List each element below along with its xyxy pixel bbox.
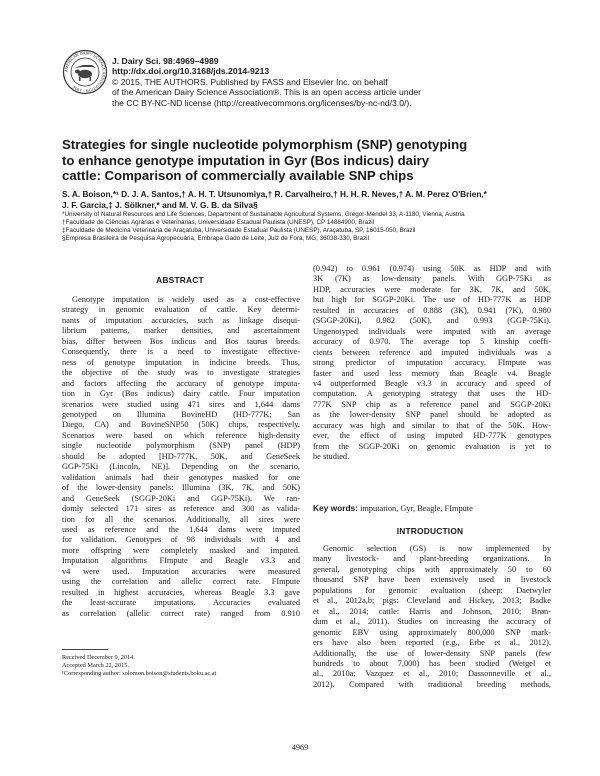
abstract-line: and factors affecting the accuracy of genotype imputa- <box>62 378 300 388</box>
abstract-line: of the lower-density panels: Illumina (3K, 7K, and 50K) <box>62 483 300 493</box>
keywords <box>313 503 551 514</box>
abstract-line: tion for all the scenarios. Additionally, all sires were <box>62 514 300 524</box>
affiliation-line: *University of Natural Resources and Life Sciences, Department of Sustainable Agricultural Systems, Gregor-Mendel 33, A-1180, Vienna, Austria <box>62 211 465 218</box>
abstract-line: Consequently, there is a need to investigate effective- <box>62 347 300 357</box>
abstract-line: Ungenotyped individuals were imputed with an average <box>313 326 551 336</box>
abstract-line: used as reference and the 1,644 dams were imputed <box>62 524 300 534</box>
abstract-line: strong predictor of imputation accuracy. FImpute was <box>313 358 551 368</box>
abstract-line: genotyped on Illumina BovineHD (HD-777K; San <box>62 409 300 419</box>
copyright-line: © 2015, THE AUTHORS. Published by FASS and Elsevier Inc. on behalf <box>112 76 388 87</box>
copyright-line-2: of the American Dairy Science Association®. This is an open access article under <box>112 87 422 98</box>
abstract-line: but high for SGGP-20Ki. The use of HD-777K as HDP <box>313 295 551 305</box>
abstract-line: Diego, CA) and BovineSNP50 (50K) chips, respectively. <box>62 420 300 430</box>
abstract-line: bias, differ between Bos indicus and Bos taurus breeds. <box>62 336 300 346</box>
abstract-line: 777K SNP chip as a reference panel and SGGP-20Ki <box>313 399 551 409</box>
keywords-label: Key words: <box>313 503 358 513</box>
intro-line: et al., 2014; cattle: Harris and Johnson, 2010; Brøn- <box>313 606 551 616</box>
abstract-line: the least-accurate imputations. Accuracies evaluated <box>62 598 300 608</box>
abstract-line: Imputation algorithms FImpute and Beagle v3.3 and <box>62 556 300 566</box>
intro-line: hundreds to about 7,000) has been studied (Weigel et <box>313 658 551 668</box>
affiliation-line: §Empresa Brasileira de Pesquisa Agropecuária, Embrapa Gado de Leite, Juiz de Fora, MG, 36038-330, Brazil <box>62 235 369 243</box>
abstract-line: v4 were used. Imputation accuracies were measured <box>62 566 300 576</box>
intro-line: thousand SNP have been extensively used in livestock <box>313 575 551 585</box>
abstract-body-continued <box>313 264 551 463</box>
abstract-line: from the SGGP-20Ki on genomic evaluation is yet to <box>313 441 551 451</box>
abstract-line: as the lower-density SNP panel should be adopted as <box>313 410 551 420</box>
intro-line: many livestock- and plant-breeding organizations. In <box>313 554 551 564</box>
article-title <box>62 137 542 184</box>
svg-text:AMERICAN DAIRY SCIENCE ASSOCIA: AMERICAN DAIRY SCIENCE ASSOCIATION · 1906 <box>63 50 107 94</box>
abstract-line: cients between reference and imputed individuals was a <box>313 347 551 357</box>
abstract-line: GGP-75Ki (Lincoln, NE)]. Depending on the scenario, <box>62 462 300 472</box>
abstract-line: accuracy was high and similar to that of the 50K. How- <box>313 420 551 430</box>
abstract-heading: ABSTRACT <box>156 275 204 285</box>
abstract-line: librium patterns, marker densities, and ascertainment <box>62 326 300 336</box>
keywords-value: imputation, Gyr, Beagle, FImpute <box>360 504 473 513</box>
introduction-body <box>313 544 551 690</box>
abstract-line: the objective of the study was to investigate strategies <box>62 368 300 378</box>
intro-line: et al., 2012a,b; pigs: Cleveland and Hickey, 2013; Badke <box>313 596 551 606</box>
journal-info <box>112 56 552 108</box>
footnote-accepted: Accepted March 22, 2015. <box>62 662 129 670</box>
abstract-line: tion in Gyr (Bos indicus) dairy cattle. Four imputation <box>62 389 300 399</box>
abstract-line: strategy in genomic evaluation of cattle. Key determi- <box>62 305 300 315</box>
author-list <box>62 189 544 210</box>
intro-line: Additionally, the use of lower-density SNP panels (few <box>313 648 551 658</box>
abstract-line: as correlation (allelic correct rate) ranged from 0.910 <box>62 608 300 618</box>
abstract-line: accuracy of 0.970. The average top 5 kinship coeffi- <box>313 337 551 347</box>
abstract-line: HDP, accuracies were moderate for 3K, 7K, and 50K, <box>313 284 551 294</box>
intro-line: al., 2010a; Vazquez et al., 2010; Dassonneville et al., <box>313 669 551 679</box>
author-line: S. A. Boison,*¹ D. J. A. Santos,† A. H. T. Utsunomiya,† R. Carvalheiro,† H. H. R. Neves,† A. M. Perez O'Brien,* <box>62 189 487 199</box>
abstract-line: ever, the effect of using imputed HD-777K genotypes <box>313 431 551 441</box>
abstract-line: more offspring were completely masked and imputed. <box>62 545 300 555</box>
abstract-line: domly selected 171 sires as reference and 300 as valida- <box>62 504 300 514</box>
affiliation-list <box>62 211 544 243</box>
footnote-corresponding-author: ¹Corresponding author: solomon.boison@students.boku.ac.at <box>62 670 217 678</box>
title-line: Strategies for single nucleotide polymorphism (SNP) genotyping <box>62 137 468 152</box>
journal-seal-logo <box>62 49 108 95</box>
abstract-line: should be adopted [HD-777K, 50K, and GeneSeek <box>62 451 300 461</box>
abstract-line: faster and used less memory than Beagle v4. Beagle <box>313 368 551 378</box>
abstract-line: v4 outperformed Beagle v3.3 in accuracy and speed of <box>313 378 551 388</box>
footnote-received: Received December 9, 2014. <box>62 654 135 661</box>
abstract-line: for validation. Genotypes of 98 individuals with 4 and <box>62 535 300 545</box>
abstract-body <box>62 295 300 619</box>
abstract-line: computation. A genotyping strategy that uses the HD- <box>313 389 551 399</box>
intro-line: 2012). Compared with traditional breeding methods, <box>313 679 551 689</box>
abstract-line: scenarios were studied using 471 sires and 1,644 dams <box>62 399 300 409</box>
intro-line: populations for genomic evaluation (sheep: Daetwyler <box>313 585 551 595</box>
abstract-line: 3K (7K) as low-density panels. With GGP-75Ki as <box>313 274 551 284</box>
title-line: to enhance genotype imputation in Gyr (Bos indicus) dairy <box>62 152 430 168</box>
abstract-line: using the correlation and allelic correct rate. FImpute <box>62 577 300 587</box>
title-line: cattle: Comparison of commercially available SNP chips <box>62 168 414 184</box>
intro-line: dum et al., 2011). Studies on increasing the accuracy of <box>313 617 551 627</box>
abstract-line: ness of genotype imputation in indicine breeds. Thus, <box>62 357 300 367</box>
abstract-line: Scenarios were based on which reference high-density <box>62 430 300 440</box>
abstract-line: resulted in accuracies of 0.888 (3K), 0.941 (7K), 0.980 <box>313 305 551 315</box>
intro-line: genomic EBV using approximately 800,000 SNP mark- <box>313 627 551 637</box>
abstract-line: resulted in highest accuracies, whereas Beagle 3.3 gave <box>62 587 300 597</box>
license-line[interactable]: the CC BY-NC-ND license (http://creativecommons.org/licenses/by-nc-nd/3.0/). <box>112 97 412 108</box>
journal-citation: J. Dairy Sci. 98:4969–4989 <box>112 56 219 66</box>
affiliation-line: ‡Faculdade de Medicina Veterinária de Araçatuba, Universidade Estadual Paulista (UNESP), Araçatuba, SP, 16015-050, Brazil <box>62 227 416 235</box>
page-number: 4969 <box>291 743 309 752</box>
author-line: J. F. Garcia,‡ J. Sölkner,* and M. V. G. B. da Silva§ <box>62 199 258 210</box>
abstract-line: (0.942) to 0.961 (0.974) using 50K as HDP and with <box>313 264 551 273</box>
abstract-line: (SGGP-20Ki), 0.982 (50K), and 0.993 (GGP-75Ki). <box>313 316 551 326</box>
intro-line: ers have also been reported (e.g., Erbe et al., 2012). <box>313 638 551 648</box>
intro-line: general, genotyping chips with approximately 50 to 60 <box>313 564 551 574</box>
affiliation-line: †Faculdade de Ciências Agrárias e Veterinárias, Universidade Estadual Paulista (UNESP), CP 14884900, Brazil <box>62 219 375 227</box>
abstract-line: validation animals had their genotypes masked for one <box>62 472 300 482</box>
intro-line: Genomic selection (GS) is now implemented by <box>323 544 551 553</box>
abstract-line: single nucleotide polymorphism (SNP) panel (HDP) <box>62 441 300 451</box>
abstract-line: nants of imputation accuracies, such as linkage disequi- <box>62 315 300 325</box>
footnote-rule <box>62 649 108 650</box>
abstract-line: be studied. <box>313 452 350 462</box>
footnotes <box>62 654 302 679</box>
introduction-heading: INTRODUCTION <box>396 526 464 536</box>
abstract-line: and GeneSeek (SGGP-20Ki and GGP-75Ki). We ran- <box>62 493 300 503</box>
journal-doi-link[interactable]: http://dx.doi.org/10.3168/jds.2014-9213 <box>112 66 270 77</box>
abstract-line: Genotype imputation is widely used as a cost-effective <box>72 295 300 304</box>
